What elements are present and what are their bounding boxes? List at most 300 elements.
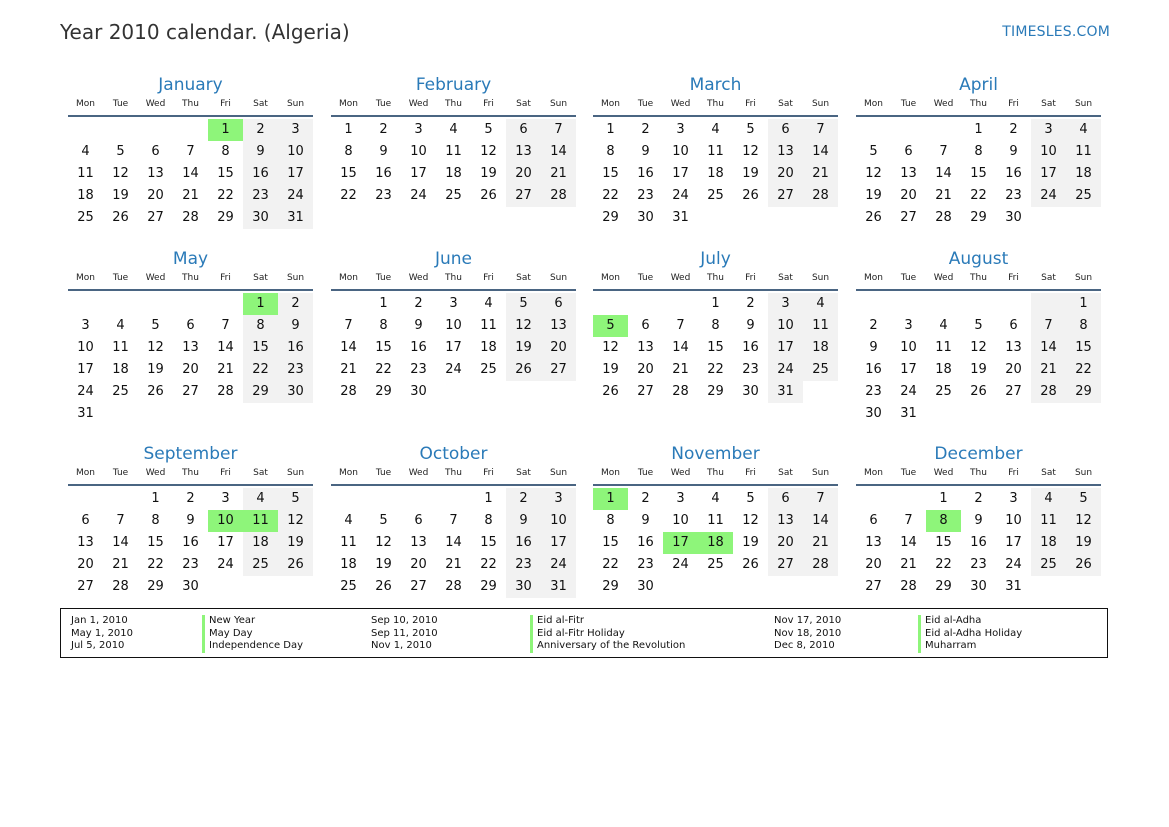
weekday-label: Mon <box>601 99 620 109</box>
day-cell: 8 <box>974 144 983 159</box>
empty-day-cell <box>138 403 173 425</box>
day-cell: 8 <box>606 513 615 528</box>
day-cell: 17 <box>217 535 234 550</box>
day-cell: 16 <box>375 166 392 181</box>
day-cell: 15 <box>602 535 619 550</box>
day-cell: 31 <box>900 406 917 421</box>
week-row <box>856 163 1101 185</box>
week-row <box>331 293 576 315</box>
day-cell: 27 <box>77 579 94 594</box>
day-cell: 4 <box>81 144 90 159</box>
empty-day-cell <box>1066 576 1101 598</box>
day-cell: 21 <box>935 188 952 203</box>
day-cell: 9 <box>869 340 878 355</box>
weekday-label: Tue <box>900 273 917 283</box>
weekday-label: Mon <box>864 273 883 283</box>
day-cell: 27 <box>541 359 576 381</box>
day-cell: 4 <box>1066 119 1101 141</box>
week-row <box>68 119 313 141</box>
day-cell: 27 <box>900 210 917 225</box>
day-cell: 5 <box>974 318 983 333</box>
empty-day-cell <box>278 403 313 425</box>
day-cell: 4 <box>449 122 458 137</box>
day-cell: 15 <box>340 166 357 181</box>
week-row <box>331 141 576 163</box>
day-cell: 14 <box>541 141 576 163</box>
day-cell: 6 <box>506 119 541 141</box>
weekday-label: Mon <box>339 99 358 109</box>
week-row <box>593 207 838 229</box>
day-cell: 22 <box>340 188 357 203</box>
week-row <box>856 119 1101 141</box>
day-cell: 19 <box>375 557 392 572</box>
day-cell: 30 <box>637 579 654 594</box>
day-cell: 26 <box>742 188 759 203</box>
day-cell: 10 <box>672 513 689 528</box>
day-cell: 28 <box>672 384 689 399</box>
day-cell: 14 <box>445 535 462 550</box>
weekday-label: Tue <box>637 273 654 283</box>
empty-day-cell <box>173 119 208 141</box>
week-row <box>68 488 313 510</box>
day-cell: 3 <box>541 488 576 510</box>
day-cell: 7 <box>676 318 685 333</box>
day-cell: 14 <box>182 166 199 181</box>
day-cell: 30 <box>742 384 759 399</box>
day-cell: 9 <box>243 141 278 163</box>
day-cell: 23 <box>637 188 654 203</box>
day-cell: 25 <box>803 359 838 381</box>
day-cell: 8 <box>221 144 230 159</box>
week-row <box>68 532 313 554</box>
day-cell: 28 <box>112 579 129 594</box>
day-cell: 13 <box>637 340 654 355</box>
empty-day-cell <box>698 207 733 229</box>
week-row <box>68 403 313 425</box>
month-october <box>331 443 576 598</box>
day-cell: 24 <box>410 188 427 203</box>
day-cell: 13 <box>182 340 199 355</box>
day-cell: 5 <box>278 488 313 510</box>
day-cell: 14 <box>900 535 917 550</box>
empty-day-cell <box>173 403 208 425</box>
day-cell: 24 <box>1031 185 1066 207</box>
empty-day-cell <box>1031 403 1066 425</box>
weekday-label: Sun <box>1074 99 1093 109</box>
weekday-label: Fri <box>483 99 494 109</box>
week-row <box>856 488 1101 510</box>
day-cell: 21 <box>182 188 199 203</box>
day-cell: 14 <box>935 166 952 181</box>
day-cell: 20 <box>541 337 576 359</box>
day-cell: 5 <box>746 122 755 137</box>
day-cell: 18 <box>803 337 838 359</box>
weekday-header <box>856 466 1101 486</box>
weekday-label: Sat <box>253 468 268 478</box>
day-cell: 27 <box>147 210 164 225</box>
empty-day-cell <box>138 293 173 315</box>
day-cell: 19 <box>970 362 987 377</box>
weekday-label: Sat <box>778 99 793 109</box>
week-row <box>593 337 838 359</box>
day-cell: 1 <box>974 122 983 137</box>
day-cell: 8 <box>1066 315 1101 337</box>
week-row <box>331 554 576 576</box>
day-cell: 26 <box>480 188 497 203</box>
weekday-label: Mon <box>864 99 883 109</box>
weekday-label: Thu <box>182 273 199 283</box>
weekday-label: Wed <box>933 468 954 478</box>
week-row <box>856 315 1101 337</box>
day-cell: 28 <box>445 579 462 594</box>
day-cell: 29 <box>375 384 392 399</box>
day-cell: 17 <box>541 532 576 554</box>
day-cell: 7 <box>803 119 838 141</box>
day-cell: 15 <box>375 340 392 355</box>
weekday-label: Sun <box>811 99 830 109</box>
day-cell: 12 <box>865 166 882 181</box>
day-cell: 22 <box>602 188 619 203</box>
day-cell: 27 <box>768 554 803 576</box>
day-cell: 24 <box>217 557 234 572</box>
empty-day-cell <box>926 119 961 141</box>
weekday-label: Sat <box>778 273 793 283</box>
day-cell: 10 <box>541 510 576 532</box>
day-cell: 8 <box>711 318 720 333</box>
legend-date: Jan 1, 2010 <box>71 615 128 626</box>
legend-dates-col-2 <box>371 615 438 653</box>
day-cell: 6 <box>81 513 90 528</box>
week-row <box>856 554 1101 576</box>
day-cell: 7 <box>186 144 195 159</box>
day-cell: 23 <box>243 185 278 207</box>
day-cell: 29 <box>602 210 619 225</box>
weekday-label: Thu <box>707 468 724 478</box>
day-cell: 27 <box>410 579 427 594</box>
weekday-label: Sat <box>516 273 531 283</box>
weekday-header <box>331 466 576 486</box>
day-cell: 14 <box>340 340 357 355</box>
day-cell: 16 <box>243 163 278 185</box>
day-cell: 8 <box>379 318 388 333</box>
month-title: November <box>671 444 760 464</box>
day-cell: 25 <box>445 188 462 203</box>
site-link[interactable]: TIMESLES.COM <box>1002 24 1110 40</box>
day-cell: 26 <box>506 359 541 381</box>
weekday-label: Wed <box>670 273 691 283</box>
day-cell: 3 <box>904 318 913 333</box>
day-cell: 5 <box>379 513 388 528</box>
empty-day-cell <box>208 576 243 598</box>
day-cell: 26 <box>1066 554 1101 576</box>
weekday-label: Tue <box>637 468 654 478</box>
day-cell: 29 <box>147 579 164 594</box>
month-march <box>593 74 838 229</box>
day-cell: 17 <box>900 362 917 377</box>
weekday-label: Thu <box>970 99 987 109</box>
day-cell: 4 <box>939 318 948 333</box>
legend-date: Nov 18, 2010 <box>774 627 842 639</box>
day-cell: 24 <box>445 362 462 377</box>
day-cell: 19 <box>147 362 164 377</box>
month-title: July <box>700 249 731 269</box>
legend-date: Sep 11, 2010 <box>371 627 438 639</box>
day-cell: 6 <box>641 318 650 333</box>
week-row <box>593 532 838 554</box>
day-cell: 11 <box>112 340 129 355</box>
day-cell: 2 <box>506 488 541 510</box>
empty-day-cell <box>663 576 698 598</box>
page-title: Year 2010 calendar. (Algeria) <box>60 20 350 44</box>
day-cell: 29 <box>935 579 952 594</box>
day-cell: 9 <box>641 513 650 528</box>
legend-names-col-3 <box>918 615 1022 653</box>
day-cell: 12 <box>506 315 541 337</box>
day-cell: 24 <box>541 554 576 576</box>
empty-day-cell <box>208 293 243 315</box>
day-cell: 17 <box>278 163 313 185</box>
weekday-label: Thu <box>445 99 462 109</box>
empty-day-cell <box>401 488 436 510</box>
empty-day-cell <box>891 119 926 141</box>
weekday-label: Wed <box>933 99 954 109</box>
day-cell: 28 <box>803 554 838 576</box>
day-cell: 8 <box>344 144 353 159</box>
empty-day-cell <box>68 488 103 510</box>
day-cell: 31 <box>77 406 94 421</box>
month-title: December <box>934 444 1023 464</box>
day-cell: 29 <box>217 210 234 225</box>
weekday-header <box>68 97 313 117</box>
day-cell: 21 <box>803 532 838 554</box>
day-cell: 30 <box>506 576 541 598</box>
empty-day-cell <box>733 207 768 229</box>
weekday-label: Thu <box>707 99 724 109</box>
week-row <box>856 141 1101 163</box>
day-cell: 6 <box>186 318 195 333</box>
day-cell: 9 <box>278 315 313 337</box>
day-cell: 17 <box>410 166 427 181</box>
day-cell: 23 <box>182 557 199 572</box>
month-title: June <box>434 249 473 269</box>
empty-day-cell <box>243 576 278 598</box>
empty-day-cell <box>926 403 961 425</box>
weekday-label: Thu <box>445 273 462 283</box>
legend-dates-col-3 <box>774 615 841 653</box>
day-cell: 7 <box>344 318 353 333</box>
weekday-label: Thu <box>970 468 987 478</box>
day-cell: 1 <box>606 122 615 137</box>
month-july <box>593 248 838 403</box>
day-cell: 9 <box>506 510 541 532</box>
day-cell: 5 <box>506 293 541 315</box>
day-cell: 7 <box>116 513 125 528</box>
day-cell: 16 <box>506 532 541 554</box>
day-cell: 31 <box>768 381 803 403</box>
day-cell: 11 <box>1066 141 1101 163</box>
day-cell: 12 <box>970 340 987 355</box>
day-cell: 4 <box>1031 488 1066 510</box>
month-november <box>593 443 838 598</box>
day-cell: 6 <box>768 119 803 141</box>
day-cell: 28 <box>182 210 199 225</box>
empty-day-cell <box>331 293 366 315</box>
week-row <box>593 119 838 141</box>
weekday-label: Wed <box>408 468 429 478</box>
day-cell: 18 <box>1031 532 1066 554</box>
week-row <box>331 337 576 359</box>
legend-names-col-2 <box>530 615 685 653</box>
week-row <box>856 403 1101 425</box>
day-cell: 23 <box>375 188 392 203</box>
empty-day-cell <box>103 119 138 141</box>
day-cell: 6 <box>541 293 576 315</box>
weekday-label: Sun <box>549 99 568 109</box>
day-cell: 21 <box>340 362 357 377</box>
week-row <box>593 185 838 207</box>
weekday-label: Tue <box>112 99 129 109</box>
empty-day-cell <box>541 381 576 403</box>
month-september <box>68 443 313 598</box>
day-cell: 7 <box>449 513 458 528</box>
weekday-label: Tue <box>112 468 129 478</box>
day-cell: 18 <box>77 188 94 203</box>
day-cell: 29 <box>243 381 278 403</box>
day-cell: 16 <box>410 340 427 355</box>
day-cell: 26 <box>375 579 392 594</box>
weekday-label: Tue <box>375 273 392 283</box>
day-cell: 14 <box>217 340 234 355</box>
day-cell: 21 <box>445 557 462 572</box>
day-cell: 14 <box>803 510 838 532</box>
weekday-label: Wed <box>145 99 166 109</box>
day-cell: 26 <box>742 557 759 572</box>
day-cell: 12 <box>278 510 313 532</box>
weekday-label: Tue <box>637 99 654 109</box>
day-cell: 2 <box>869 318 878 333</box>
day-cell: 12 <box>602 340 619 355</box>
weekday-label: Wed <box>145 273 166 283</box>
day-cell: 9 <box>746 318 755 333</box>
day-cell: 21 <box>1031 359 1066 381</box>
day-cell: 12 <box>147 340 164 355</box>
weekday-label: Wed <box>145 468 166 478</box>
day-cell: 19 <box>278 532 313 554</box>
weekday-label: Mon <box>76 468 95 478</box>
day-cell: 16 <box>742 340 759 355</box>
day-cell: 9 <box>641 144 650 159</box>
day-cell: 10 <box>672 144 689 159</box>
empty-day-cell <box>471 381 506 403</box>
day-cell: 20 <box>77 557 94 572</box>
day-cell: 12 <box>742 144 759 159</box>
day-cell: 26 <box>112 210 129 225</box>
empty-day-cell <box>593 293 628 315</box>
empty-day-cell <box>436 488 471 510</box>
day-cell: 30 <box>637 210 654 225</box>
day-cell: 20 <box>900 188 917 203</box>
day-cell: 23 <box>278 359 313 381</box>
day-cell: 15 <box>480 535 497 550</box>
day-cell: 4 <box>243 488 278 510</box>
weekday-label: Sat <box>1041 99 1056 109</box>
day-cell: 3 <box>676 491 685 506</box>
day-cell: 26 <box>970 384 987 399</box>
day-cell: 23 <box>742 362 759 377</box>
day-cell: 1 <box>711 296 720 311</box>
day-cell: 20 <box>410 557 427 572</box>
empty-day-cell <box>891 488 926 510</box>
day-cell: 24 <box>900 384 917 399</box>
day-cell: 11 <box>77 166 94 181</box>
week-row <box>68 293 313 315</box>
weekday-label: Sun <box>286 99 305 109</box>
day-cell: 4 <box>803 293 838 315</box>
holiday-day-cell: 11 <box>243 510 278 532</box>
day-cell: 11 <box>707 144 724 159</box>
weekday-label: Thu <box>182 99 199 109</box>
day-cell: 4 <box>711 491 720 506</box>
day-cell: 31 <box>1005 579 1022 594</box>
empty-day-cell <box>103 403 138 425</box>
month-august <box>856 248 1101 425</box>
day-cell: 15 <box>243 337 278 359</box>
week-row <box>331 315 576 337</box>
day-cell: 2 <box>379 122 388 137</box>
month-december <box>856 443 1101 598</box>
weekday-label: Wed <box>408 99 429 109</box>
week-row <box>593 488 838 510</box>
legend-holiday-name: Eid al-Adha Holiday <box>918 628 1022 641</box>
day-cell: 22 <box>375 362 392 377</box>
week-row <box>856 337 1101 359</box>
day-cell: 6 <box>869 513 878 528</box>
day-cell: 7 <box>541 119 576 141</box>
day-cell: 22 <box>217 188 234 203</box>
day-cell: 12 <box>480 144 497 159</box>
holiday-day-cell: 8 <box>926 510 961 532</box>
weekday-header <box>593 466 838 486</box>
weekday-label: Sun <box>1074 468 1093 478</box>
weekday-label: Sun <box>811 468 830 478</box>
week-row <box>856 185 1101 207</box>
day-cell: 6 <box>414 513 423 528</box>
day-cell: 19 <box>742 166 759 181</box>
day-cell: 18 <box>1066 163 1101 185</box>
weekday-header <box>856 271 1101 291</box>
empty-day-cell <box>173 293 208 315</box>
weekday-label: Wed <box>933 273 954 283</box>
weekday-label: Sun <box>286 468 305 478</box>
day-cell: 27 <box>1005 384 1022 399</box>
legend-holiday-name: New Year <box>202 615 303 628</box>
day-cell: 13 <box>541 315 576 337</box>
weekday-label: Mon <box>76 99 95 109</box>
day-cell: 17 <box>1031 163 1066 185</box>
day-cell: 22 <box>707 362 724 377</box>
day-cell: 5 <box>151 318 160 333</box>
day-cell: 13 <box>77 535 94 550</box>
day-cell: 20 <box>768 532 803 554</box>
day-cell: 12 <box>375 535 392 550</box>
weekday-header <box>331 97 576 117</box>
day-cell: 10 <box>1031 141 1066 163</box>
day-cell: 6 <box>904 144 913 159</box>
day-cell: 7 <box>803 488 838 510</box>
day-cell: 4 <box>344 513 353 528</box>
legend-date: Nov 17, 2010 <box>774 615 842 626</box>
day-cell: 11 <box>935 340 952 355</box>
